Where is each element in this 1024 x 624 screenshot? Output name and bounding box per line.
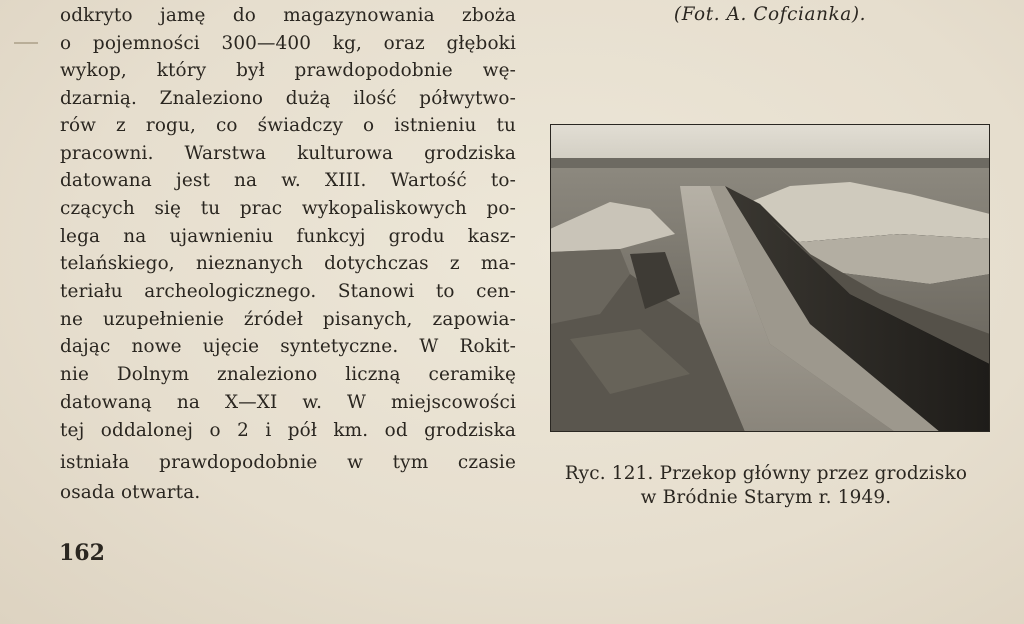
margin-mark xyxy=(14,42,38,44)
figure-caption-line-2: w Bródnie Starym r. 1949. xyxy=(640,487,892,508)
text-line: czących się tu prac wykopaliskowych po- xyxy=(60,198,516,219)
text-line: datowana jest na w. XIII. Wartość to- xyxy=(60,170,516,191)
text-line: dając nowe ujęcie syntetyczne. W Rokit- xyxy=(60,336,516,357)
text-line: tej oddalonej o 2 i pół km. od grodziska xyxy=(60,420,516,441)
text-line: o pojemności 300—400 kg, oraz głęboki xyxy=(60,33,516,54)
text-line: rów z rogu, co świadczy o istnieniu tu xyxy=(60,115,516,136)
text-line: odkryto jamę do magazynowania zboża xyxy=(60,5,516,26)
text-line: istniała prawdopodobnie w tym czasie xyxy=(60,452,516,473)
text-line: osada otwarta. xyxy=(60,482,201,503)
text-line: wykop, który był prawdopodobnie wę- xyxy=(60,60,516,81)
text-line: ne uzupełnienie źródeł pisanych, zapowia- xyxy=(60,309,516,330)
text-line: pracowni. Warstwa kulturowa grodziska xyxy=(60,143,516,164)
text-line: dzarnią. Znaleziono dużą ilość półwytwo- xyxy=(60,88,516,109)
text-line: teriału archeologicznego. Stanowi to cen- xyxy=(60,281,516,302)
text-line: nie Dolnym znaleziono liczną ceramikę xyxy=(60,364,516,385)
page-number: 162 xyxy=(59,540,105,566)
photo-credit: (Fot. A. Cofcianka). xyxy=(673,4,867,25)
text-line: datowaną na X—XI w. W miejscowości xyxy=(60,392,516,413)
figure-caption-line-1: Ryc. 121. Przekop główny przez grodzisko xyxy=(564,463,968,484)
excavation-photo xyxy=(550,124,990,432)
text-line: lega na ujawnieniu funkcyj grodu kasz- xyxy=(60,226,516,247)
text-line: telańskiego, nieznanych dotychczas z ma- xyxy=(60,253,516,274)
figure-caption xyxy=(516,462,1016,510)
